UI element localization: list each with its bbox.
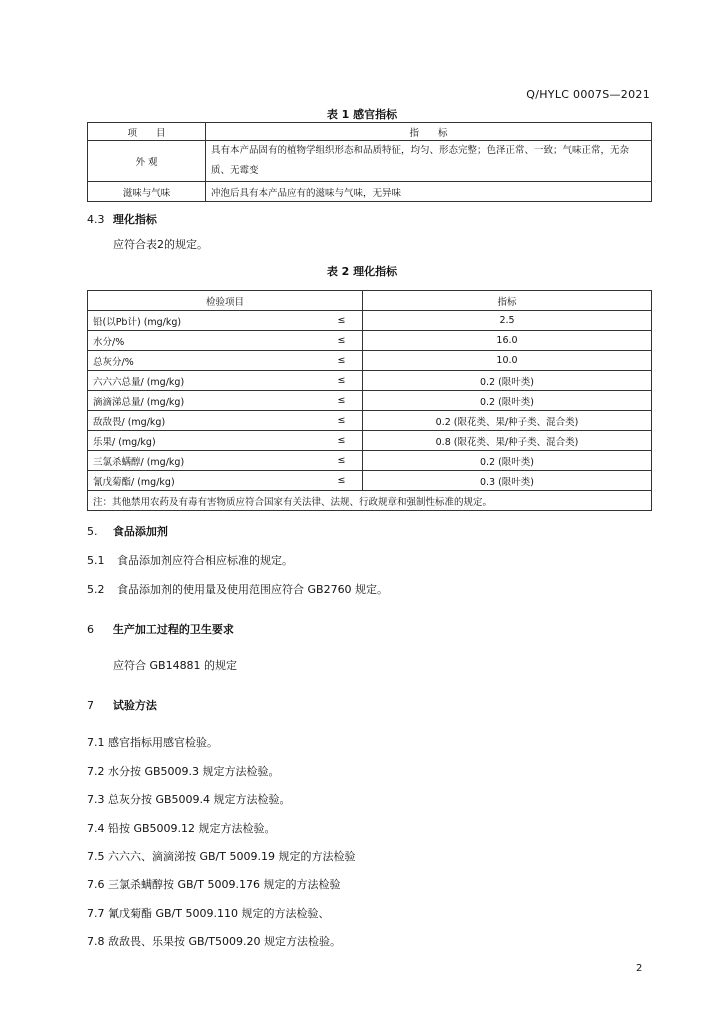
item-cell: 外 观: [88, 141, 206, 182]
table2-title: 表 2 理化指标: [326, 265, 398, 278]
header-cell-item: 检验项目: [88, 291, 363, 311]
table-row: [88, 411, 652, 431]
item-number: 5.2: [87, 583, 105, 596]
operator-cell: ≤: [333, 471, 363, 491]
item-text: 食品添加剂的使用量及使用范围应符合 GB2760 规定。: [117, 583, 389, 596]
paragraph: 应符合 GB14881 的规定: [113, 659, 238, 672]
value-cell: 0.8 (限花类、果/种子类、混合类): [363, 431, 652, 451]
header-cell-value: 指标: [363, 291, 652, 311]
table-row: [88, 351, 652, 371]
table-row: [88, 471, 652, 491]
table-header-row: [88, 291, 652, 311]
list-item: 7.2 水分按 GB5009.3 规定方法检验。: [87, 765, 280, 778]
section-heading: [87, 621, 234, 637]
item-cell: 铅(以Pb计) (mg/kg): [88, 311, 333, 331]
operator-cell: ≤: [333, 311, 363, 331]
item-cell: 滋味与气味: [88, 182, 206, 202]
value-cell: 2.5: [363, 311, 652, 331]
item-cell: 水分/%: [88, 331, 333, 351]
operator-cell: ≤: [333, 331, 363, 351]
list-item: 7.6 三氯杀螨醇按 GB/T 5009.176 规定的方法检验: [87, 878, 341, 891]
section-title: 理化指标: [112, 213, 157, 226]
section-heading: [87, 523, 168, 539]
table-row: [88, 141, 652, 182]
value-cell: 0.3 (限叶类): [363, 471, 652, 491]
item-cell: 总灰分/%: [88, 351, 333, 371]
sensory-table: [87, 122, 652, 202]
table-row: [88, 391, 652, 411]
value-cell: 0.2 (限叶类): [363, 391, 652, 411]
value-cell: 0.2 (限叶类): [363, 451, 652, 471]
header-cell-item: 项 目: [88, 123, 206, 141]
list-item: 7.7 氰戊菊酯 GB/T 5009.110 规定的方法检验、: [87, 907, 330, 920]
table-row: [88, 451, 652, 471]
operator-cell: ≤: [333, 371, 363, 391]
table-row: [88, 431, 652, 451]
operator-cell: ≤: [333, 351, 363, 371]
table-note-row: [88, 491, 652, 511]
section-number: 6: [87, 623, 94, 636]
section-heading: [87, 211, 157, 227]
physicochemical-table: [87, 290, 652, 511]
list-item: 7.4 铅按 GB5009.12 规定方法检验。: [87, 822, 276, 835]
section-title: 食品添加剂: [112, 525, 168, 538]
list-item: 7.3 总灰分按 GB5009.4 规定方法检验。: [87, 793, 291, 806]
section-title: 生产加工过程的卫生要求: [112, 623, 234, 636]
list-item: 7.8 敌敌畏、乐果按 GB/T5009.20 规定方法检验。: [87, 935, 341, 948]
operator-cell: ≤: [333, 391, 363, 411]
page-number: 2: [636, 963, 643, 974]
item-number: 5.1: [87, 554, 105, 567]
value-cell: 0.2 (限花类、果/种子类、混合类): [363, 411, 652, 431]
table1-title: 表 1 感官指标: [326, 108, 398, 121]
standard-number: Q/HYLC 0007S—2021: [526, 88, 650, 101]
table-header-row: [88, 123, 652, 141]
list-item: [87, 581, 388, 597]
table-row: [88, 331, 652, 351]
value-cell: 0.2 (限叶类): [363, 371, 652, 391]
item-cell: 滴滴涕总量/ (mg/kg): [88, 391, 333, 411]
section-number: 4.3: [87, 213, 105, 226]
operator-cell: ≤: [333, 411, 363, 431]
section-number: 7: [87, 699, 94, 712]
paragraph: 应符合表2的规定。: [113, 238, 208, 251]
item-text: 食品添加剂应符合相应标准的规定。: [117, 554, 293, 567]
table-row: [88, 311, 652, 331]
item-cell: 乐果/ (mg/kg): [88, 431, 333, 451]
header-cell-spec: 指 标: [206, 123, 652, 141]
list-item: 7.5 六六六、滴滴涕按 GB/T 5009.19 规定的方法检验: [87, 850, 356, 863]
section-title: 试验方法: [112, 699, 157, 712]
item-cell: 三氯杀螨醇/ (mg/kg): [88, 451, 333, 471]
section-heading: [87, 697, 157, 713]
section-number: 5.: [87, 525, 98, 538]
spec-cell: 冲泡后具有本产品应有的滋味与气味，无异味: [206, 182, 652, 202]
table-note: 注：其他禁用农药及有毒有害物质应符合国家有关法律、法规、行政规章和强制性标准的规定。: [88, 491, 652, 511]
item-cell: 六六六总量/ (mg/kg): [88, 371, 333, 391]
item-cell: 氰戊菊酯/ (mg/kg): [88, 471, 333, 491]
table-row: [88, 371, 652, 391]
operator-cell: ≤: [333, 431, 363, 451]
item-cell: 敌敌畏/ (mg/kg): [88, 411, 333, 431]
value-cell: 16.0: [363, 331, 652, 351]
spec-cell: 具有本产品固有的植物学组织形态和品质特征，均匀、形态完整；色泽正常、一致；气味正常，无杂质、无霉变: [206, 141, 652, 182]
list-item: [87, 552, 293, 568]
list-item: 7.1 感官指标用感官检验。: [87, 736, 218, 749]
value-cell: 10.0: [363, 351, 652, 371]
operator-cell: ≤: [333, 451, 363, 471]
table-row: [88, 182, 652, 202]
